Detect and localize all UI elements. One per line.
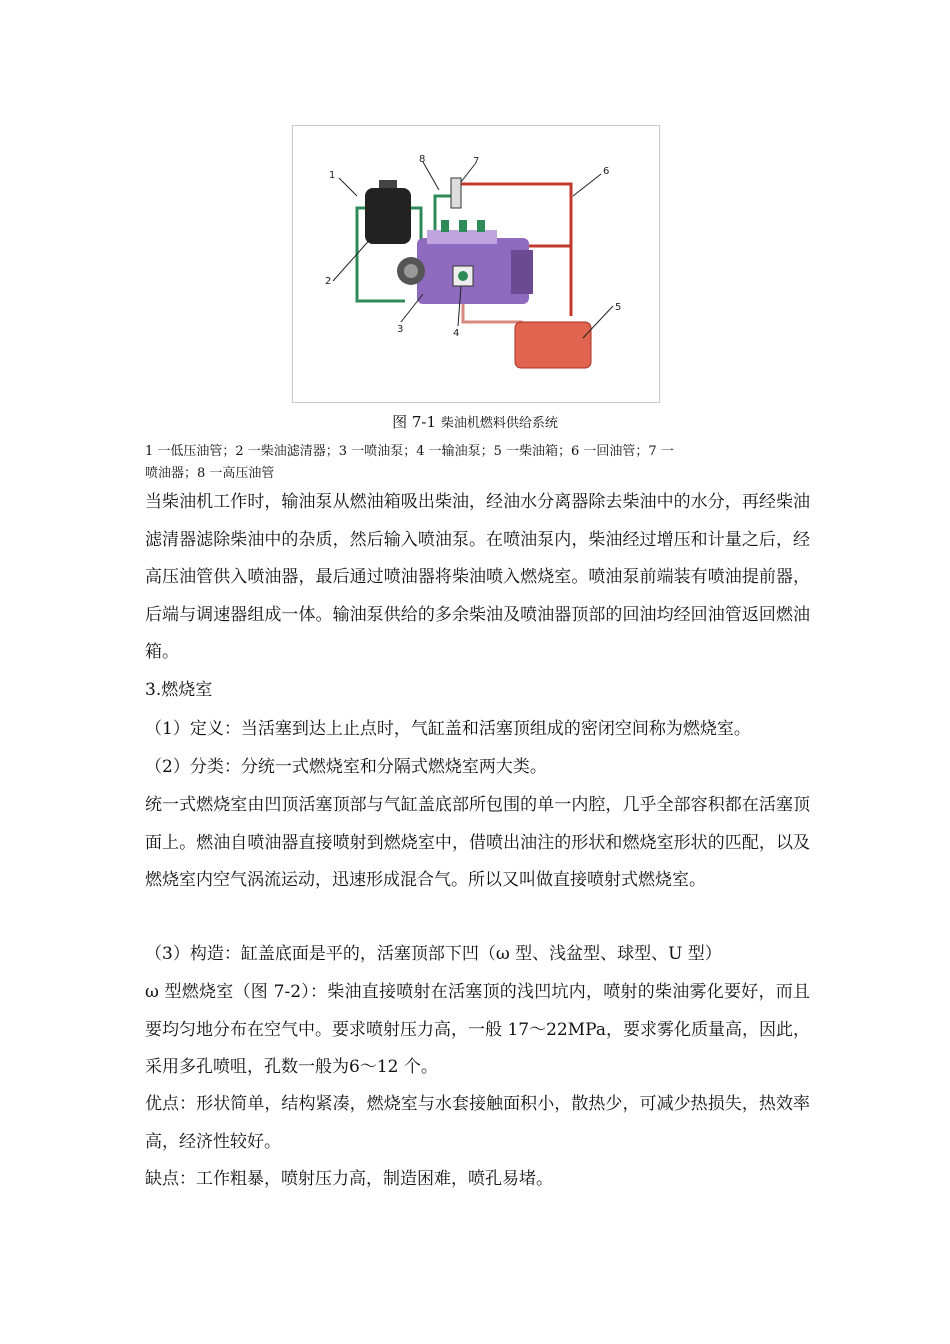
paragraph-omega-chamber: ω 型燃烧室（图 7-2）：柴油直接喷射在活塞顶的浅凹坑内，喷射的柴油雾化要好，而且要均匀地分布在空气中。要求喷射压力高，一般 17～22MPa，要求雾化质量高，因此，采用多孔喷咀，孔数一般为6～12 个。 (145, 982, 810, 1077)
figure-diagram (292, 125, 660, 403)
legend-line-2: 喷油器；8 一高压油管 (145, 466, 275, 481)
fuel-system-diagram (293, 126, 659, 402)
callout-2: 2 (325, 276, 332, 287)
section-heading-combustion-chamber: 3.燃烧室 (145, 680, 213, 700)
callout-8: 8 (419, 154, 426, 165)
injector (451, 178, 461, 208)
callout-6: 6 (603, 166, 610, 177)
paragraph-unified-chamber: 统一式燃烧室由凹顶活塞顶部与气缸盖底部所包围的单一内腔，几乎全部容积都在活塞顶面上。燃油自喷油器直接喷射到燃烧室中，借喷出油注的形状和燃烧室形状的匹配，以及燃烧室内空气涡流运动，迅速形成混合气。所以又叫做直接喷射式燃烧室。 (145, 795, 810, 890)
legend-line-1: 1 一低压油管；2 一柴油滤清器；3 一喷油泵；4 一输油泵；5 一柴油箱；6 一回油管；7 一 (145, 444, 674, 459)
caption-number: 图 7-1 (392, 413, 437, 431)
callout-4: 4 (453, 328, 460, 339)
paragraph-advantages: 优点：形状简单，结构紧凑，燃烧室与水套接触面积小，散热少，可减少热损失，热效率高，经济性较好。 (145, 1094, 810, 1152)
figure-caption (0, 412, 950, 434)
definition-line: （1）定义：当活塞到达上止点时，气缸盖和活塞顶组成的密闭空间称为燃烧室。 (145, 719, 751, 739)
classification-line: （2）分类：分统一式燃烧室和分隔式燃烧室两大类。 (145, 757, 547, 777)
paragraph-disadvantages: 缺点：工作粗暴，喷射压力高，制造困难，喷孔易堵。 (145, 1169, 553, 1189)
callout-5: 5 (615, 302, 622, 313)
paragraph-fuel-flow: 当柴油机工作时，输油泵从燃油箱吸出柴油，经油水分离器除去柴油中的水分，再经柴油滤清器滤除柴油中的杂质，然后输入喷油泵。在喷油泵内，柴油经过增压和计量之后，经高压油管供入喷油器，最后通过喷油器将柴油喷入燃烧室。喷油泵前端装有喷油提前器，后端与调速器组成一体。输油泵供给的多余柴油及喷油器顶部的回油均经回油管返回燃油箱。 (145, 492, 810, 662)
structure-line: （3）构造：缸盖底面是平的，活塞顶部下凹（ω 型、浅盆型、球型、U 型） (145, 944, 722, 964)
caption-title: 柴油机燃料供给系统 (440, 416, 558, 431)
callout-7: 7 (473, 156, 480, 167)
fuel-filter (365, 188, 411, 244)
callout-1: 1 (329, 170, 336, 181)
callout-3: 3 (397, 324, 404, 335)
fuel-tank (515, 322, 591, 368)
figure-legend (145, 441, 810, 485)
